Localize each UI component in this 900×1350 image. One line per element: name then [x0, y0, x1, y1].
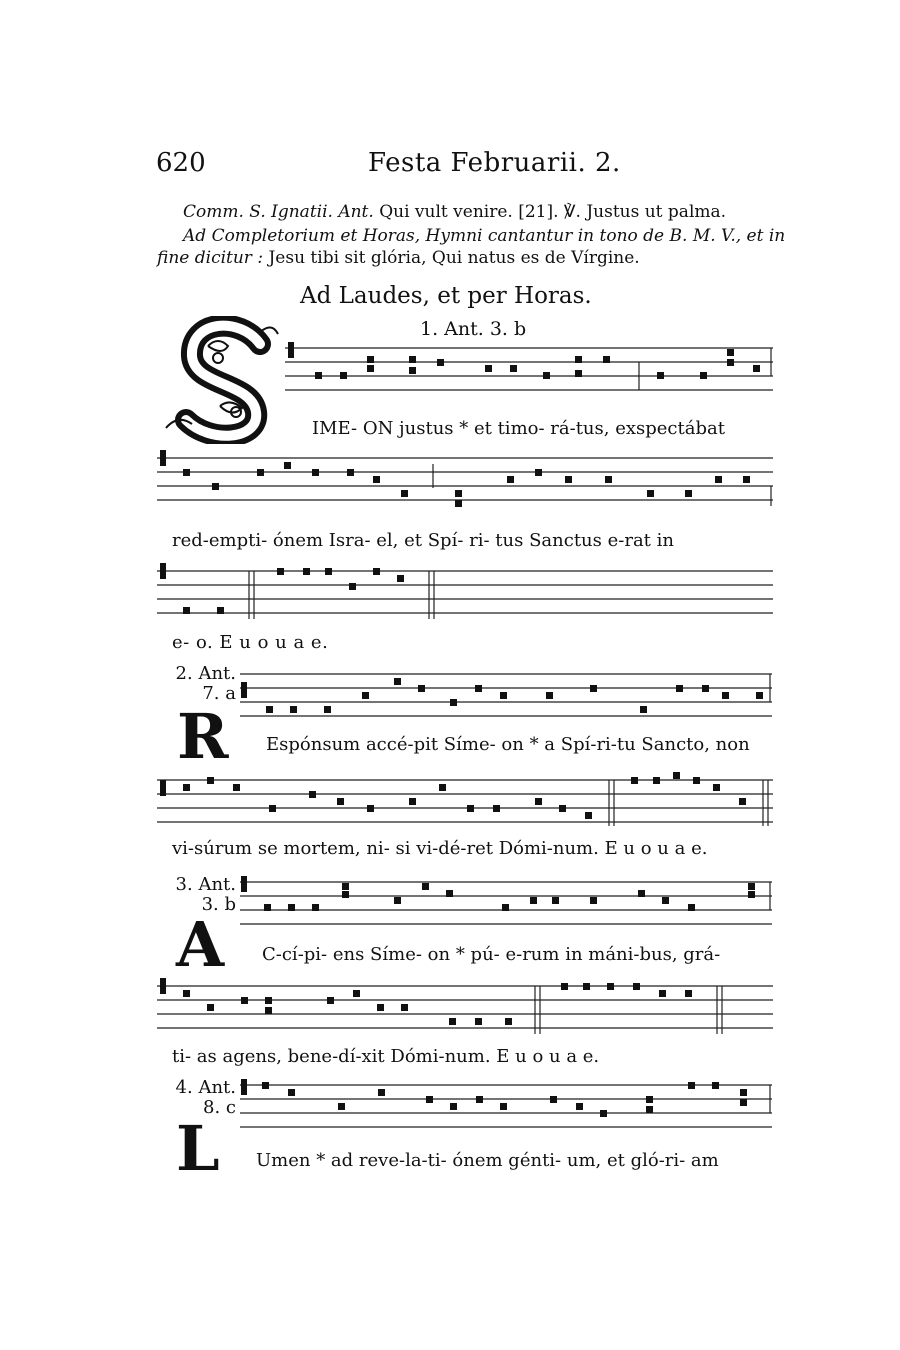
staff-4a	[240, 1077, 775, 1142]
antiphon-1-label: 1. Ant. 3. b	[420, 318, 527, 340]
antiphon-4-mode: 8. c	[203, 1097, 236, 1118]
antiphon-3-lyric-1: C-cí-pi- ens Síme- on * pú- e-rum in máni-bus, grá-	[262, 944, 721, 965]
rubric-text-1: Qui vult venire. [21]. ℣. Justus ut palma.	[379, 202, 727, 222]
antiphon-4-lyric-1: Umen * ad reve-la-ti- ónem génti- um, et glό-ri- am	[256, 1150, 719, 1171]
rubric-italic-2: Ad Completorium et Horas, Hymni cantantur in tono de B. M. V., et in	[183, 226, 786, 246]
antiphon-1-lyric-2: red-empti- ónem Isra- el, et Spí- ri- tus Sanctus e-rat in	[172, 530, 674, 551]
rubric-line-3	[157, 247, 777, 269]
ornate-initial-s-icon	[160, 316, 285, 444]
antiphon-2-mode: 7. a	[202, 683, 236, 704]
antiphon-1-lyric-1: IME- ON justus * et timo- rá-tus, exspectábat	[312, 418, 725, 439]
section-title: Ad Laudes, et per Horas.	[300, 283, 592, 309]
staff-1c	[157, 563, 775, 628]
antiphon-2-number: 2. Ant.	[175, 663, 236, 684]
staff-3b	[157, 978, 775, 1043]
antiphon-3-lyric-2: ti- as agens, bene-dí-xit Dómi-num. E u o u a e.	[172, 1046, 600, 1067]
staff-1a	[285, 340, 775, 410]
rubric-italic-1: Comm. S. Ignatii. Ant.	[183, 202, 374, 222]
staff-2a	[240, 666, 775, 731]
antiphon-1-lyric-3: e- o. E u o u a e.	[172, 632, 329, 653]
page-number: 620	[156, 148, 206, 178]
rubric-text-3: Jesu tibi sit glória, Qui natus es de Vírgine.	[268, 248, 640, 268]
antiphon-3-initial: A	[176, 908, 225, 981]
antiphon-4-initial: L	[176, 1112, 220, 1185]
staff-3a	[240, 874, 775, 939]
antiphon-2-lyric-1: Espónsum accé-pit Síme- on * a Spí-ri-tu Sancto, non	[266, 734, 750, 755]
staff-2b	[157, 772, 775, 837]
rubric-line-1	[183, 201, 803, 223]
antiphon-2-initial: R	[177, 700, 229, 773]
antiphon-3-mode: 3. b	[201, 894, 236, 915]
staff-1b	[157, 450, 775, 525]
antiphon-2-label	[158, 664, 236, 704]
antiphon-3-number: 3. Ant.	[175, 874, 236, 895]
rubric-line-2	[183, 225, 803, 247]
antiphon-2-lyric-2: vi-súrum se mortem, ni- si vi-dé-ret Dómi-num. E u o u a e.	[172, 838, 708, 859]
antiphon-4-number: 4. Ant.	[175, 1077, 236, 1098]
running-title: Festa Februarii. 2.	[368, 148, 621, 178]
rubric-italic-3: fine dicitur :	[157, 248, 264, 268]
